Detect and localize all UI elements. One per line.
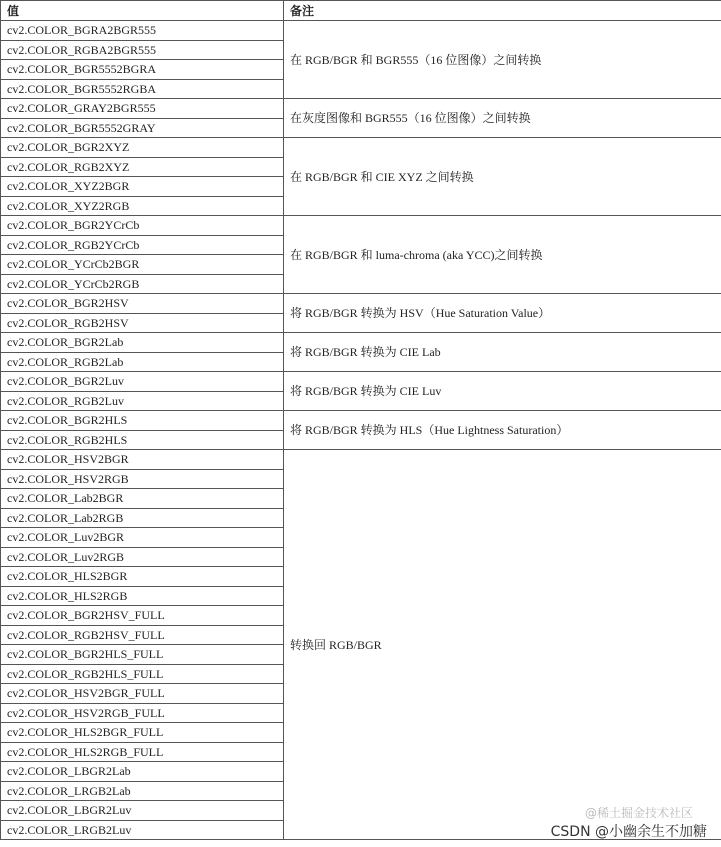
value-cell: cv2.COLOR_HLS2RGB [1, 586, 284, 606]
note-cell: 在灰度图像和 BGR555（16 位图像）之间转换 [284, 99, 721, 138]
value-cell: cv2.COLOR_BGR2Lab [1, 333, 284, 353]
value-cell: cv2.COLOR_HSV2BGR [1, 450, 284, 470]
value-cell: cv2.COLOR_RGB2HLS [1, 430, 284, 450]
value-cell: cv2.COLOR_HLS2BGR [1, 567, 284, 587]
table-row [1, 216, 721, 236]
value-cell: cv2.COLOR_LRGB2Lab [1, 781, 284, 801]
table-row [1, 294, 721, 314]
table-row [1, 450, 721, 470]
note-cell: 将 RGB/BGR 转换为 CIE Luv [284, 372, 721, 411]
note-cell: 将 RGB/BGR 转换为 CIE Lab [284, 333, 721, 372]
value-cell: cv2.COLOR_Lab2BGR [1, 489, 284, 509]
value-cell: cv2.COLOR_BGR2XYZ [1, 138, 284, 158]
value-cell: cv2.COLOR_BGR2Luv [1, 372, 284, 392]
table-row [1, 21, 721, 41]
value-cell: cv2.COLOR_BGR5552RGBA [1, 79, 284, 99]
note-cell: 将 RGB/BGR 转换为 HLS（Hue Lightness Saturation） [284, 411, 721, 450]
value-cell: cv2.COLOR_RGB2XYZ [1, 157, 284, 177]
value-cell: cv2.COLOR_HLS2RGB_FULL [1, 742, 284, 762]
table-row [1, 99, 721, 119]
value-cell: cv2.COLOR_YCrCb2BGR [1, 255, 284, 275]
header-row [1, 1, 721, 21]
note-cell: 转换回 RGB/BGR [284, 450, 721, 840]
watermark-main: CSDN @小幽余生不加糖 [550, 824, 707, 840]
watermark-faint: @稀土掘金技术社区 [584, 806, 693, 820]
watermark [550, 806, 707, 841]
value-cell: cv2.COLOR_RGBA2BGR555 [1, 40, 284, 60]
table-row [1, 333, 721, 353]
value-cell: cv2.COLOR_HLS2BGR_FULL [1, 723, 284, 743]
value-cell: cv2.COLOR_LRGB2Luv [1, 820, 284, 840]
value-cell: cv2.COLOR_XYZ2BGR [1, 177, 284, 197]
value-cell: cv2.COLOR_BGR2YCrCb [1, 216, 284, 236]
value-column-header: 值 [1, 1, 284, 21]
value-cell: cv2.COLOR_Luv2BGR [1, 528, 284, 548]
value-cell: cv2.COLOR_BGRA2BGR555 [1, 21, 284, 41]
value-cell: cv2.COLOR_Lab2RGB [1, 508, 284, 528]
note-cell: 在 RGB/BGR 和 CIE XYZ 之间转换 [284, 138, 721, 216]
value-cell: cv2.COLOR_GRAY2BGR555 [1, 99, 284, 119]
value-cell: cv2.COLOR_BGR2HSV_FULL [1, 606, 284, 626]
table-row [1, 138, 721, 158]
note-cell: 在 RGB/BGR 和 luma-chroma (aka YCC)之间转换 [284, 216, 721, 294]
note-cell: 将 RGB/BGR 转换为 HSV（Hue Saturation Value） [284, 294, 721, 333]
value-cell: cv2.COLOR_BGR2HSV [1, 294, 284, 314]
value-cell: cv2.COLOR_BGR2HLS_FULL [1, 645, 284, 665]
value-cell: cv2.COLOR_LBGR2Luv [1, 801, 284, 821]
value-cell: cv2.COLOR_HSV2RGB [1, 469, 284, 489]
value-cell: cv2.COLOR_XYZ2RGB [1, 196, 284, 216]
value-cell: cv2.COLOR_HSV2RGB_FULL [1, 703, 284, 723]
table-body [1, 21, 721, 840]
value-cell: cv2.COLOR_RGB2HSV [1, 313, 284, 333]
value-cell: cv2.COLOR_BGR2HLS [1, 411, 284, 431]
value-cell: cv2.COLOR_RGB2HLS_FULL [1, 664, 284, 684]
value-cell: cv2.COLOR_BGR5552BGRA [1, 60, 284, 80]
value-cell: cv2.COLOR_RGB2Lab [1, 352, 284, 372]
value-cell: cv2.COLOR_LBGR2Lab [1, 762, 284, 782]
note-column-header: 备注 [284, 1, 721, 21]
table-row [1, 411, 721, 431]
value-cell: cv2.COLOR_RGB2HSV_FULL [1, 625, 284, 645]
value-cell: cv2.COLOR_Luv2RGB [1, 547, 284, 567]
value-cell: cv2.COLOR_RGB2Luv [1, 391, 284, 411]
value-cell: cv2.COLOR_YCrCb2RGB [1, 274, 284, 294]
table-row [1, 372, 721, 392]
note-cell: 在 RGB/BGR 和 BGR555（16 位图像）之间转换 [284, 21, 721, 99]
value-cell: cv2.COLOR_BGR5552GRAY [1, 118, 284, 138]
value-cell: cv2.COLOR_RGB2YCrCb [1, 235, 284, 255]
value-cell: cv2.COLOR_HSV2BGR_FULL [1, 684, 284, 704]
